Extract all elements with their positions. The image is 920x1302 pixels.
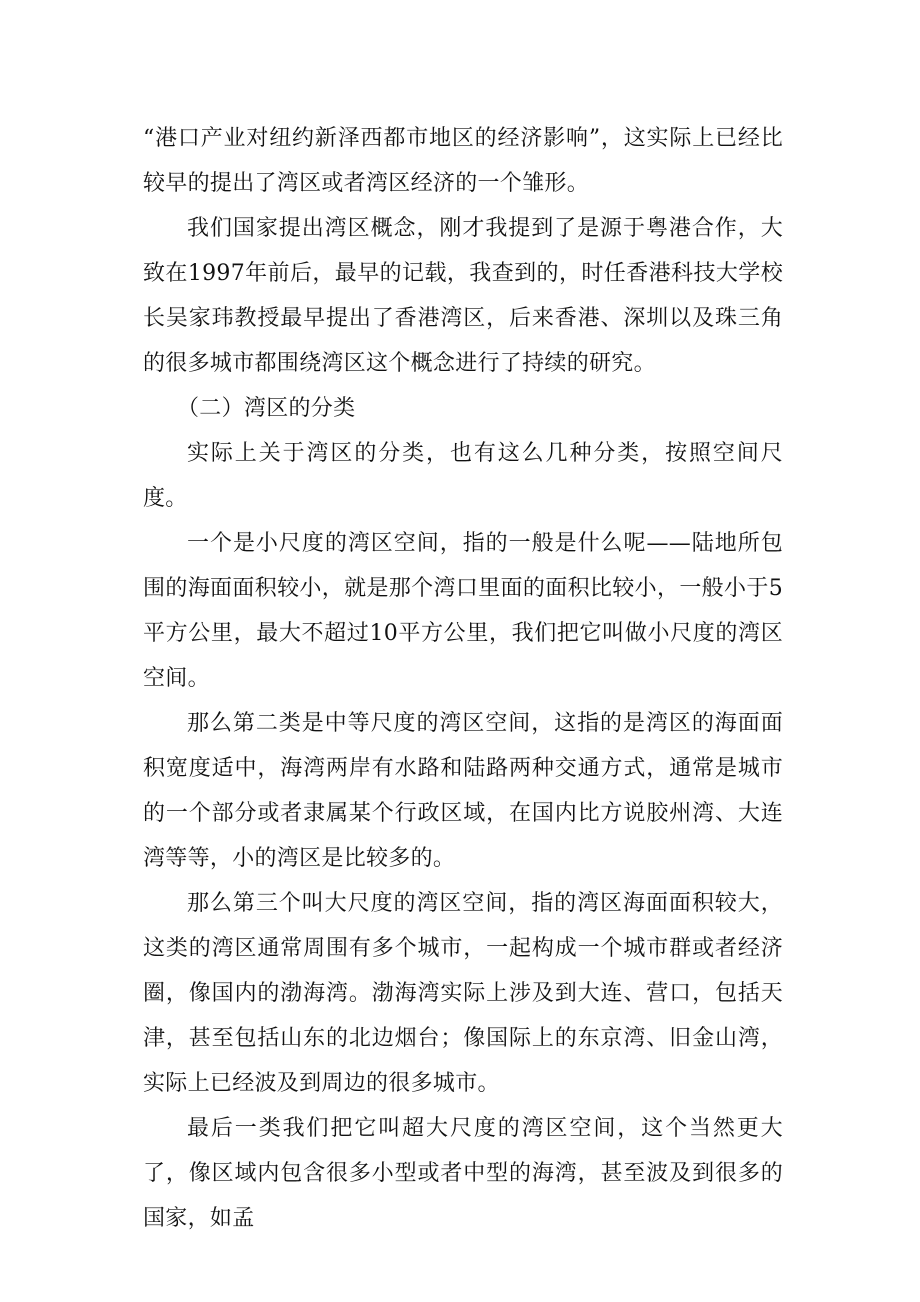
paragraph-3: 实际上关于湾区的分类，也有这么几种分类，按照空间尺度。 (143, 441, 783, 511)
paragraph-6: 那么第三个叫大尺度的湾区空间，指的湾区海面面积较大，这类的湾区通常周围有多个城市，一起构成一个城市群或者经济圈，像国内的渤海湾。渤海湾实际上涉及到大连、营口，包括天津，甚至包括山东的北边烟台；像国际上的东京湾、旧金山湾，实际上已经波及到周边的很多城市。 (143, 891, 783, 1096)
paragraph-1: “港口产业对纽约新泽西都市地区的经济影响”，这实际上已经比较早的提出了湾区或者湾区经济的一个雏形。 (143, 126, 783, 196)
paragraph-7: 最后一类我们把它叫超大尺度的湾区空间，这个当然更大了，像区域内包含很多小型或者中型的海湾，甚至波及到很多的国家，如孟 (143, 1116, 783, 1231)
paragraph-4: 一个是小尺度的湾区空间，指的一般是什么呢——陆地所包围的海面面积较小，就是那个湾口里面的面积比较小，一般小于5平方公里，最大不超过10平方公里，我们把它叫做小尺度的湾区空间。 (143, 531, 783, 691)
paragraph-5: 那么第二类是中等尺度的湾区空间，这指的是湾区的海面面积宽度适中，海湾两岸有水路和陆路两种交通方式，通常是城市的一个部分或者隶属某个行政区域，在国内比方说胶州湾、大连湾等等，小的湾区是比较多的。 (143, 711, 783, 871)
document-body (143, 116, 783, 1241)
paragraph-2: 我们国家提出湾区概念，刚才我提到了是源于粤港合作，大致在1997年前后，最早的记载，我查到的，时任香港科技大学校长吴家玮教授最早提出了香港湾区，后来香港、深圳以及珠三角的很多城市都围绕湾区这个概念进行了持续的研究。 (143, 216, 783, 376)
section-heading: （二）湾区的分类 (177, 396, 356, 421)
